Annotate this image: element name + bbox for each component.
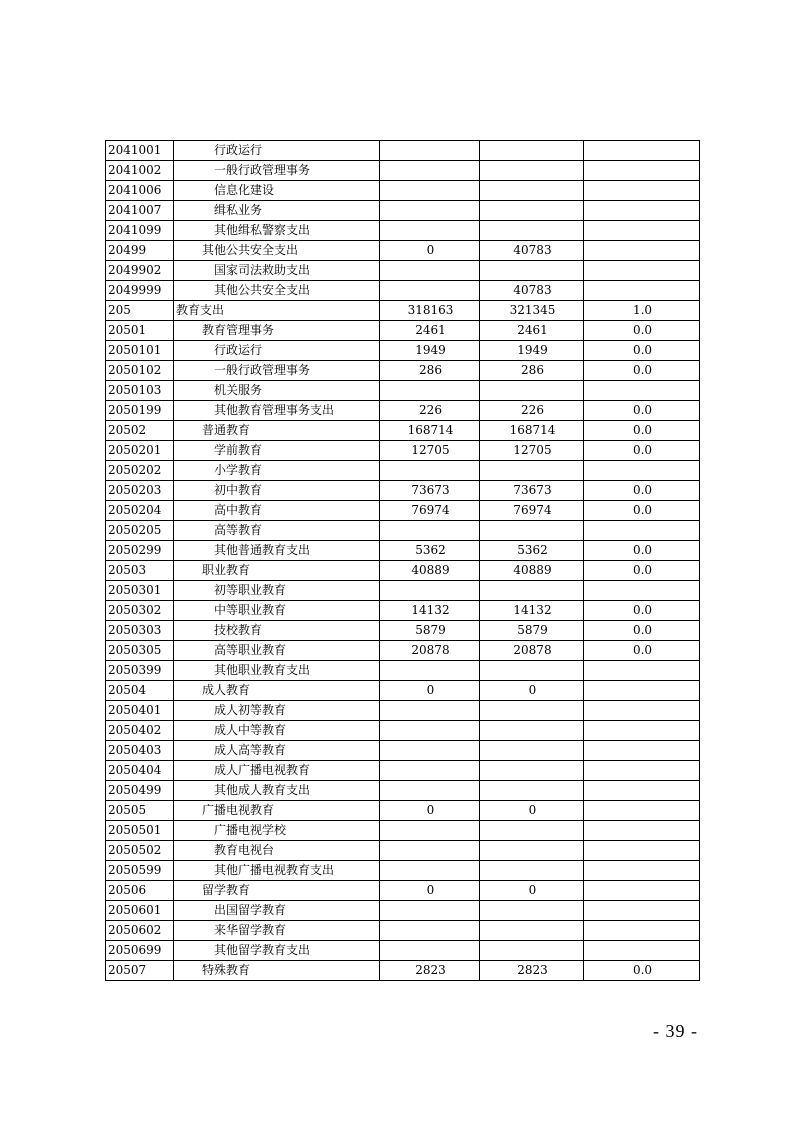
- table-row: [106, 381, 700, 401]
- table-row: [106, 681, 700, 701]
- subject-code-cell: 2050303: [106, 621, 174, 641]
- value-cell-1: [380, 941, 480, 961]
- subject-name-cell: 一般行政管理事务: [174, 161, 380, 181]
- subject-name-cell: 高等教育: [174, 521, 380, 541]
- value-cell-3: [584, 161, 700, 181]
- value-cell-3: 0.0: [584, 641, 700, 661]
- value-cell-2: [480, 521, 584, 541]
- subject-name-cell: 广播电视教育: [174, 801, 380, 821]
- subject-code-cell: 2050103: [106, 381, 174, 401]
- subject-code-cell: 2050399: [106, 661, 174, 681]
- value-cell-1: [380, 841, 480, 861]
- table-row: [106, 541, 700, 561]
- subject-code-cell: 2050299: [106, 541, 174, 561]
- value-cell-3: 0.0: [584, 481, 700, 501]
- value-cell-3: 0.0: [584, 441, 700, 461]
- table-row: [106, 421, 700, 441]
- subject-name-cell: 初等职业教育: [174, 581, 380, 601]
- value-cell-1: [380, 161, 480, 181]
- table-row: [106, 661, 700, 681]
- subject-name-cell: 成人广播电视教育: [174, 761, 380, 781]
- value-cell-1: 0: [380, 801, 480, 821]
- subject-name-cell: 小学教育: [174, 461, 380, 481]
- subject-name-cell: 信息化建设: [174, 181, 380, 201]
- subject-code-cell: 2050205: [106, 521, 174, 541]
- value-cell-3: 0.0: [584, 421, 700, 441]
- value-cell-3: 0.0: [584, 541, 700, 561]
- subject-name-cell: 中等职业教育: [174, 601, 380, 621]
- value-cell-1: 76974: [380, 501, 480, 521]
- subject-name-cell: 特殊教育: [174, 961, 380, 981]
- table-row: [106, 761, 700, 781]
- value-cell-2: [480, 841, 584, 861]
- table-row: [106, 581, 700, 601]
- value-cell-2: [480, 161, 584, 181]
- subject-code-cell: 205: [106, 301, 174, 321]
- subject-code-cell: 2050404: [106, 761, 174, 781]
- table-row: [106, 181, 700, 201]
- value-cell-1: [380, 821, 480, 841]
- subject-code-cell: 20503: [106, 561, 174, 581]
- value-cell-1: [380, 721, 480, 741]
- table-row: [106, 701, 700, 721]
- subject-code-cell: 2041006: [106, 181, 174, 201]
- subject-code-cell: 20504: [106, 681, 174, 701]
- value-cell-3: [584, 701, 700, 721]
- value-cell-2: 5879: [480, 621, 584, 641]
- value-cell-2: [480, 721, 584, 741]
- value-cell-2: [480, 181, 584, 201]
- value-cell-3: [584, 221, 700, 241]
- value-cell-1: 5879: [380, 621, 480, 641]
- subject-code-cell: 20502: [106, 421, 174, 441]
- value-cell-2: 2823: [480, 961, 584, 981]
- value-cell-3: [584, 921, 700, 941]
- subject-code-cell: 2050305: [106, 641, 174, 661]
- subject-name-cell: 其他公共安全支出: [174, 241, 380, 261]
- subject-code-cell: 20507: [106, 961, 174, 981]
- subject-name-cell: 广播电视学校: [174, 821, 380, 841]
- subject-name-cell: 教育支出: [174, 301, 380, 321]
- value-cell-1: [380, 581, 480, 601]
- subject-name-cell: 其他留学教育支出: [174, 941, 380, 961]
- table-row: [106, 961, 700, 981]
- subject-name-cell: 高中教育: [174, 501, 380, 521]
- value-cell-1: 0: [380, 241, 480, 261]
- value-cell-2: [480, 261, 584, 281]
- table-row: [106, 201, 700, 221]
- value-cell-1: 12705: [380, 441, 480, 461]
- subject-code-cell: 2050501: [106, 821, 174, 841]
- value-cell-3: [584, 281, 700, 301]
- subject-code-cell: 2050302: [106, 601, 174, 621]
- value-cell-2: 76974: [480, 501, 584, 521]
- value-cell-1: [380, 181, 480, 201]
- table-row: [106, 141, 700, 161]
- subject-code-cell: 2050599: [106, 861, 174, 881]
- subject-code-cell: 2050502: [106, 841, 174, 861]
- value-cell-2: 12705: [480, 441, 584, 461]
- budget-table-body: [106, 141, 700, 981]
- value-cell-3: 0.0: [584, 621, 700, 641]
- page-number: - 39 -: [653, 1021, 698, 1041]
- value-cell-2: 226: [480, 401, 584, 421]
- budget-table: [105, 140, 700, 981]
- subject-name-cell: 成人中等教育: [174, 721, 380, 741]
- value-cell-2: [480, 861, 584, 881]
- table-row: [106, 501, 700, 521]
- value-cell-2: [480, 381, 584, 401]
- table-row: [106, 461, 700, 481]
- value-cell-2: [480, 461, 584, 481]
- value-cell-1: 2823: [380, 961, 480, 981]
- table-row: [106, 241, 700, 261]
- subject-name-cell: 缉私业务: [174, 201, 380, 221]
- subject-code-cell: 2050601: [106, 901, 174, 921]
- value-cell-3: [584, 741, 700, 761]
- value-cell-3: [584, 661, 700, 681]
- value-cell-1: [380, 921, 480, 941]
- table-row: [106, 621, 700, 641]
- value-cell-1: 318163: [380, 301, 480, 321]
- value-cell-2: [480, 921, 584, 941]
- subject-name-cell: 教育管理事务: [174, 321, 380, 341]
- subject-code-cell: 2050301: [106, 581, 174, 601]
- subject-code-cell: 2050204: [106, 501, 174, 521]
- value-cell-1: [380, 281, 480, 301]
- subject-code-cell: 2050101: [106, 341, 174, 361]
- subject-name-cell: 其他缉私警察支出: [174, 221, 380, 241]
- table-row: [106, 801, 700, 821]
- value-cell-3: [584, 861, 700, 881]
- value-cell-1: [380, 861, 480, 881]
- value-cell-1: 168714: [380, 421, 480, 441]
- subject-code-cell: 2050699: [106, 941, 174, 961]
- subject-name-cell: 高等职业教育: [174, 641, 380, 661]
- subject-name-cell: 机关服务: [174, 381, 380, 401]
- value-cell-1: 14132: [380, 601, 480, 621]
- value-cell-2: 321345: [480, 301, 584, 321]
- value-cell-1: 2461: [380, 321, 480, 341]
- value-cell-3: [584, 901, 700, 921]
- table-row: [106, 901, 700, 921]
- value-cell-2: 40889: [480, 561, 584, 581]
- subject-code-cell: 2050203: [106, 481, 174, 501]
- subject-name-cell: 成人高等教育: [174, 741, 380, 761]
- value-cell-2: 5362: [480, 541, 584, 561]
- table-row: [106, 561, 700, 581]
- value-cell-1: 0: [380, 881, 480, 901]
- subject-code-cell: 2041002: [106, 161, 174, 181]
- value-cell-1: 286: [380, 361, 480, 381]
- table-row: [106, 601, 700, 621]
- subject-code-cell: 2049999: [106, 281, 174, 301]
- table-row: [106, 301, 700, 321]
- table-row: [106, 521, 700, 541]
- table-row: [106, 361, 700, 381]
- subject-name-cell: 普通教育: [174, 421, 380, 441]
- subject-name-cell: 成人初等教育: [174, 701, 380, 721]
- value-cell-1: 20878: [380, 641, 480, 661]
- subject-code-cell: 2050602: [106, 921, 174, 941]
- table-row: [106, 721, 700, 741]
- value-cell-1: [380, 701, 480, 721]
- value-cell-3: [584, 181, 700, 201]
- subject-name-cell: 教育电视台: [174, 841, 380, 861]
- value-cell-1: [380, 461, 480, 481]
- subject-name-cell: 其他成人教育支出: [174, 781, 380, 801]
- subject-code-cell: 2050201: [106, 441, 174, 461]
- value-cell-1: [380, 661, 480, 681]
- value-cell-1: 226: [380, 401, 480, 421]
- value-cell-2: [480, 821, 584, 841]
- value-cell-2: 20878: [480, 641, 584, 661]
- value-cell-2: [480, 661, 584, 681]
- subject-code-cell: 2050499: [106, 781, 174, 801]
- value-cell-3: [584, 201, 700, 221]
- subject-code-cell: 2050102: [106, 361, 174, 381]
- value-cell-2: 14132: [480, 601, 584, 621]
- value-cell-2: [480, 761, 584, 781]
- value-cell-1: [380, 521, 480, 541]
- subject-name-cell: 一般行政管理事务: [174, 361, 380, 381]
- value-cell-1: [380, 781, 480, 801]
- table-row: [106, 281, 700, 301]
- subject-code-cell: 2050202: [106, 461, 174, 481]
- subject-code-cell: 20505: [106, 801, 174, 821]
- subject-name-cell: 其他公共安全支出: [174, 281, 380, 301]
- value-cell-3: [584, 461, 700, 481]
- table-row: [106, 441, 700, 461]
- subject-code-cell: 20499: [106, 241, 174, 261]
- value-cell-3: [584, 721, 700, 741]
- subject-code-cell: 2050402: [106, 721, 174, 741]
- value-cell-3: [584, 801, 700, 821]
- value-cell-2: [480, 901, 584, 921]
- subject-code-cell: 2050199: [106, 401, 174, 421]
- value-cell-3: 0.0: [584, 321, 700, 341]
- table-row: [106, 821, 700, 841]
- subject-name-cell: 学前教育: [174, 441, 380, 461]
- value-cell-3: [584, 581, 700, 601]
- table-row: [106, 861, 700, 881]
- value-cell-3: [584, 141, 700, 161]
- subject-name-cell: 来华留学教育: [174, 921, 380, 941]
- value-cell-2: 0: [480, 681, 584, 701]
- value-cell-2: [480, 581, 584, 601]
- value-cell-2: 1949: [480, 341, 584, 361]
- value-cell-2: [480, 741, 584, 761]
- table-row: [106, 921, 700, 941]
- table-row: [106, 941, 700, 961]
- value-cell-3: 0.0: [584, 501, 700, 521]
- value-cell-2: [480, 781, 584, 801]
- value-cell-1: [380, 761, 480, 781]
- value-cell-3: [584, 381, 700, 401]
- subject-code-cell: 2050401: [106, 701, 174, 721]
- value-cell-3: [584, 521, 700, 541]
- value-cell-3: [584, 681, 700, 701]
- value-cell-2: 0: [480, 881, 584, 901]
- value-cell-2: 2461: [480, 321, 584, 341]
- subject-code-cell: 20506: [106, 881, 174, 901]
- value-cell-2: [480, 141, 584, 161]
- value-cell-1: 0: [380, 681, 480, 701]
- value-cell-1: [380, 381, 480, 401]
- subject-name-cell: 国家司法救助支出: [174, 261, 380, 281]
- value-cell-1: 5362: [380, 541, 480, 561]
- value-cell-1: [380, 221, 480, 241]
- table-row: [106, 881, 700, 901]
- value-cell-2: [480, 941, 584, 961]
- table-row: [106, 341, 700, 361]
- value-cell-3: [584, 841, 700, 861]
- value-cell-3: [584, 761, 700, 781]
- subject-name-cell: 其他教育管理事务支出: [174, 401, 380, 421]
- subject-name-cell: 成人教育: [174, 681, 380, 701]
- table-row: [106, 481, 700, 501]
- value-cell-3: 0.0: [584, 361, 700, 381]
- subject-name-cell: 其他广播电视教育支出: [174, 861, 380, 881]
- value-cell-2: 73673: [480, 481, 584, 501]
- subject-code-cell: 2041007: [106, 201, 174, 221]
- value-cell-1: [380, 201, 480, 221]
- subject-name-cell: 职业教育: [174, 561, 380, 581]
- value-cell-3: [584, 881, 700, 901]
- value-cell-2: 40783: [480, 281, 584, 301]
- subject-name-cell: 留学教育: [174, 881, 380, 901]
- subject-code-cell: 20501: [106, 321, 174, 341]
- subject-code-cell: 2049902: [106, 261, 174, 281]
- subject-name-cell: 行政运行: [174, 341, 380, 361]
- value-cell-2: [480, 701, 584, 721]
- value-cell-3: 0.0: [584, 601, 700, 621]
- table-row: [106, 161, 700, 181]
- subject-code-cell: 2041001: [106, 141, 174, 161]
- table-row: [106, 841, 700, 861]
- subject-code-cell: 2041099: [106, 221, 174, 241]
- table-row: [106, 321, 700, 341]
- value-cell-2: 168714: [480, 421, 584, 441]
- table-row: [106, 781, 700, 801]
- table-row: [106, 401, 700, 421]
- subject-code-cell: 2050403: [106, 741, 174, 761]
- value-cell-1: 1949: [380, 341, 480, 361]
- subject-name-cell: 出国留学教育: [174, 901, 380, 921]
- value-cell-2: 40783: [480, 241, 584, 261]
- table-row: [106, 221, 700, 241]
- value-cell-2: [480, 201, 584, 221]
- value-cell-2: 286: [480, 361, 584, 381]
- subject-name-cell: 初中教育: [174, 481, 380, 501]
- value-cell-3: [584, 821, 700, 841]
- subject-name-cell: 其他普通教育支出: [174, 541, 380, 561]
- value-cell-1: [380, 261, 480, 281]
- value-cell-3: 0.0: [584, 401, 700, 421]
- value-cell-3: [584, 261, 700, 281]
- table-row: [106, 741, 700, 761]
- value-cell-3: [584, 781, 700, 801]
- table-row: [106, 261, 700, 281]
- value-cell-1: 40889: [380, 561, 480, 581]
- value-cell-1: 73673: [380, 481, 480, 501]
- value-cell-1: [380, 741, 480, 761]
- subject-name-cell: 技校教育: [174, 621, 380, 641]
- value-cell-1: [380, 901, 480, 921]
- value-cell-3: 0.0: [584, 561, 700, 581]
- subject-name-cell: 其他职业教育支出: [174, 661, 380, 681]
- value-cell-2: [480, 221, 584, 241]
- value-cell-3: [584, 241, 700, 261]
- value-cell-3: 0.0: [584, 961, 700, 981]
- table-row: [106, 641, 700, 661]
- value-cell-2: 0: [480, 801, 584, 821]
- value-cell-1: [380, 141, 480, 161]
- value-cell-3: 1.0: [584, 301, 700, 321]
- subject-name-cell: 行政运行: [174, 141, 380, 161]
- value-cell-3: 0.0: [584, 341, 700, 361]
- value-cell-3: [584, 941, 700, 961]
